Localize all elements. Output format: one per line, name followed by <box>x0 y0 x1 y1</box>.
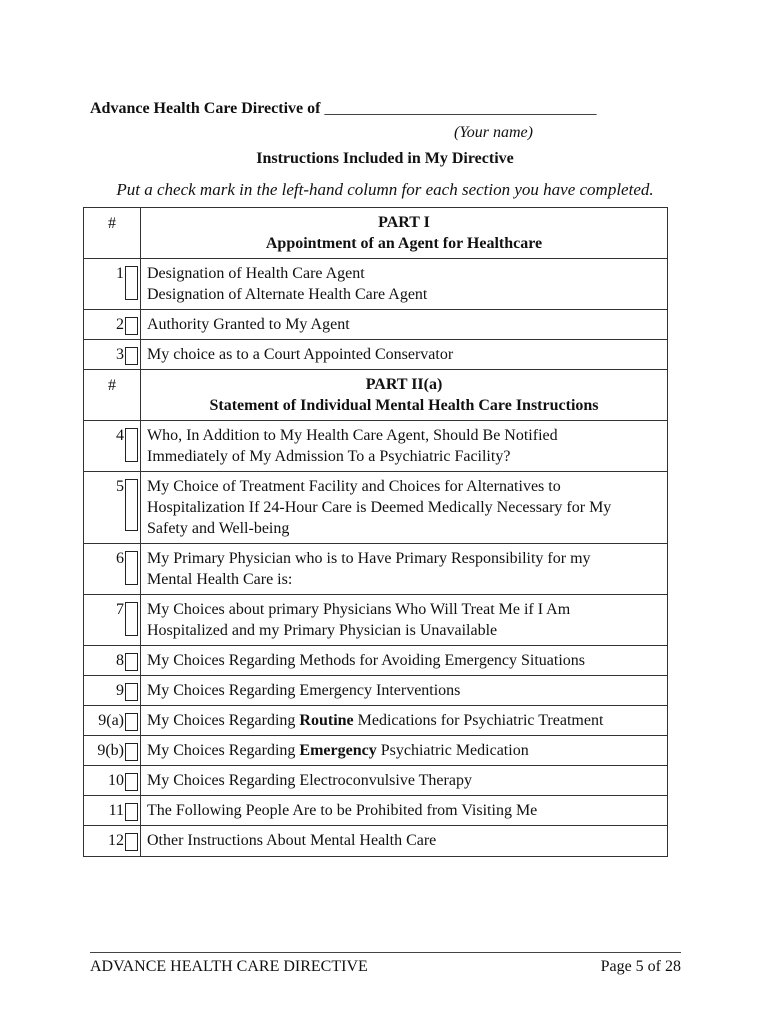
table-row <box>84 826 668 857</box>
table-row <box>84 472 668 544</box>
item-label: Mental Health Care is: <box>147 571 293 588</box>
item-number: 2 <box>116 316 124 333</box>
part1-header-row <box>84 208 668 259</box>
item-label: The Following People Are to be Prohibited from Visiting Me <box>141 796 668 826</box>
item-label: My Choices Regarding Emergency Interventions <box>141 676 668 706</box>
item-number: 9(b) <box>97 742 124 759</box>
your-name-caption: (Your name) <box>454 124 533 141</box>
footer-title: ADVANCE HEALTH CARE DIRECTIVE <box>90 958 368 975</box>
item-number: 8 <box>116 652 124 669</box>
item-label: My Choice of Treatment Facility and Choices for Alternatives to <box>147 478 561 495</box>
item-number: 9(a) <box>98 712 124 729</box>
checkbox-1[interactable] <box>125 266 138 300</box>
checkbox-4[interactable] <box>125 428 138 462</box>
part2-num-header: # <box>84 370 141 421</box>
part2-header-row <box>84 370 668 421</box>
item-number: 10 <box>108 772 124 789</box>
table-row <box>84 766 668 796</box>
item-label-emphasis: Emergency <box>299 742 377 759</box>
table-row <box>84 595 668 646</box>
item-label: Who, In Addition to My Health Care Agent, Should Be Notified <box>147 427 558 444</box>
checkbox-8[interactable] <box>125 653 138 671</box>
your-name-blank: __________________________________ <box>324 100 597 117</box>
item-number: 12 <box>108 832 124 849</box>
item-label: Hospitalization If 24-Hour Care is Deemed Medically Necessary for My <box>147 499 612 516</box>
table-row <box>84 421 668 472</box>
checkbox-9[interactable] <box>125 683 138 701</box>
table-row <box>84 796 668 826</box>
item-number: 5 <box>116 478 124 495</box>
item-label: My choice as to a Court Appointed Conservator <box>141 340 668 370</box>
instructions-title: Instructions Included in My Directive <box>256 150 514 167</box>
table-row <box>84 340 668 370</box>
checkbox-9b[interactable] <box>125 743 138 761</box>
directive-checklist <box>83 207 668 857</box>
table-row <box>84 706 668 736</box>
item-label: My Choices Regarding Electroconvulsive Therapy <box>141 766 668 796</box>
item-label-emphasis: Routine <box>299 712 354 729</box>
checkbox-10[interactable] <box>125 773 138 791</box>
item-number: 1 <box>116 265 124 282</box>
instructions-text: Put a check mark in the left-hand column for each section you have completed. <box>116 180 654 199</box>
page-number: Page 5 of 28 <box>600 958 681 975</box>
part2-header <box>141 370 668 421</box>
item-label: My Primary Physician who is to Have Primary Responsibility for my <box>147 550 591 567</box>
item-label: My Choices Regarding <box>147 742 300 759</box>
item-label: Immediately of My Admission To a Psychiatric Facility? <box>147 448 511 465</box>
table-row <box>84 676 668 706</box>
item-label: My Choices about primary Physicians Who Will Treat Me if I Am <box>147 601 571 618</box>
checkbox-5[interactable] <box>125 479 138 531</box>
part1-header <box>141 208 668 259</box>
item-label: Authority Granted to My Agent <box>141 310 668 340</box>
item-label: Safety and Well-being <box>147 520 290 537</box>
checkbox-6[interactable] <box>125 551 138 585</box>
item-number: 11 <box>108 802 124 819</box>
item-label: Designation of Health Care Agent <box>147 265 365 282</box>
footer-rule <box>90 952 681 953</box>
part1-num-header: # <box>84 208 141 259</box>
part1-title: PART I <box>378 214 430 231</box>
item-number: 3 <box>116 346 124 363</box>
part2-title: PART II(a) <box>365 376 443 393</box>
table-row <box>84 310 668 340</box>
checkbox-11[interactable] <box>125 803 138 821</box>
item-label: My Choices Regarding <box>147 712 300 729</box>
item-label: Designation of Alternate Health Care Agent <box>147 286 428 303</box>
item-number: 7 <box>116 601 124 618</box>
table-row <box>84 259 668 310</box>
table-row <box>84 544 668 595</box>
checkbox-3[interactable] <box>125 347 138 365</box>
checkbox-9a[interactable] <box>125 713 138 731</box>
part1-subtitle: Appointment of an Agent for Healthcare <box>265 235 543 252</box>
item-label: Medications for Psychiatric Treatment <box>353 712 604 729</box>
item-label: Other Instructions About Mental Health Care <box>141 826 668 857</box>
item-number: 9 <box>116 682 124 699</box>
item-label: My Choices Regarding Methods for Avoiding Emergency Situations <box>141 646 668 676</box>
part2-subtitle: Statement of Individual Mental Health Care Instructions <box>209 397 599 414</box>
item-number: 4 <box>116 427 124 444</box>
directive-title <box>90 100 680 118</box>
checkbox-7[interactable] <box>125 602 138 636</box>
item-label: Psychiatric Medication <box>376 742 529 759</box>
checkbox-2[interactable] <box>125 317 138 335</box>
table-row <box>84 646 668 676</box>
checkbox-12[interactable] <box>125 833 138 851</box>
item-label: Hospitalized and my Primary Physician is Unavailable <box>147 622 498 639</box>
item-number: 6 <box>116 550 124 567</box>
table-row <box>84 736 668 766</box>
directive-title-label: Advance Health Care Directive of <box>90 100 321 117</box>
